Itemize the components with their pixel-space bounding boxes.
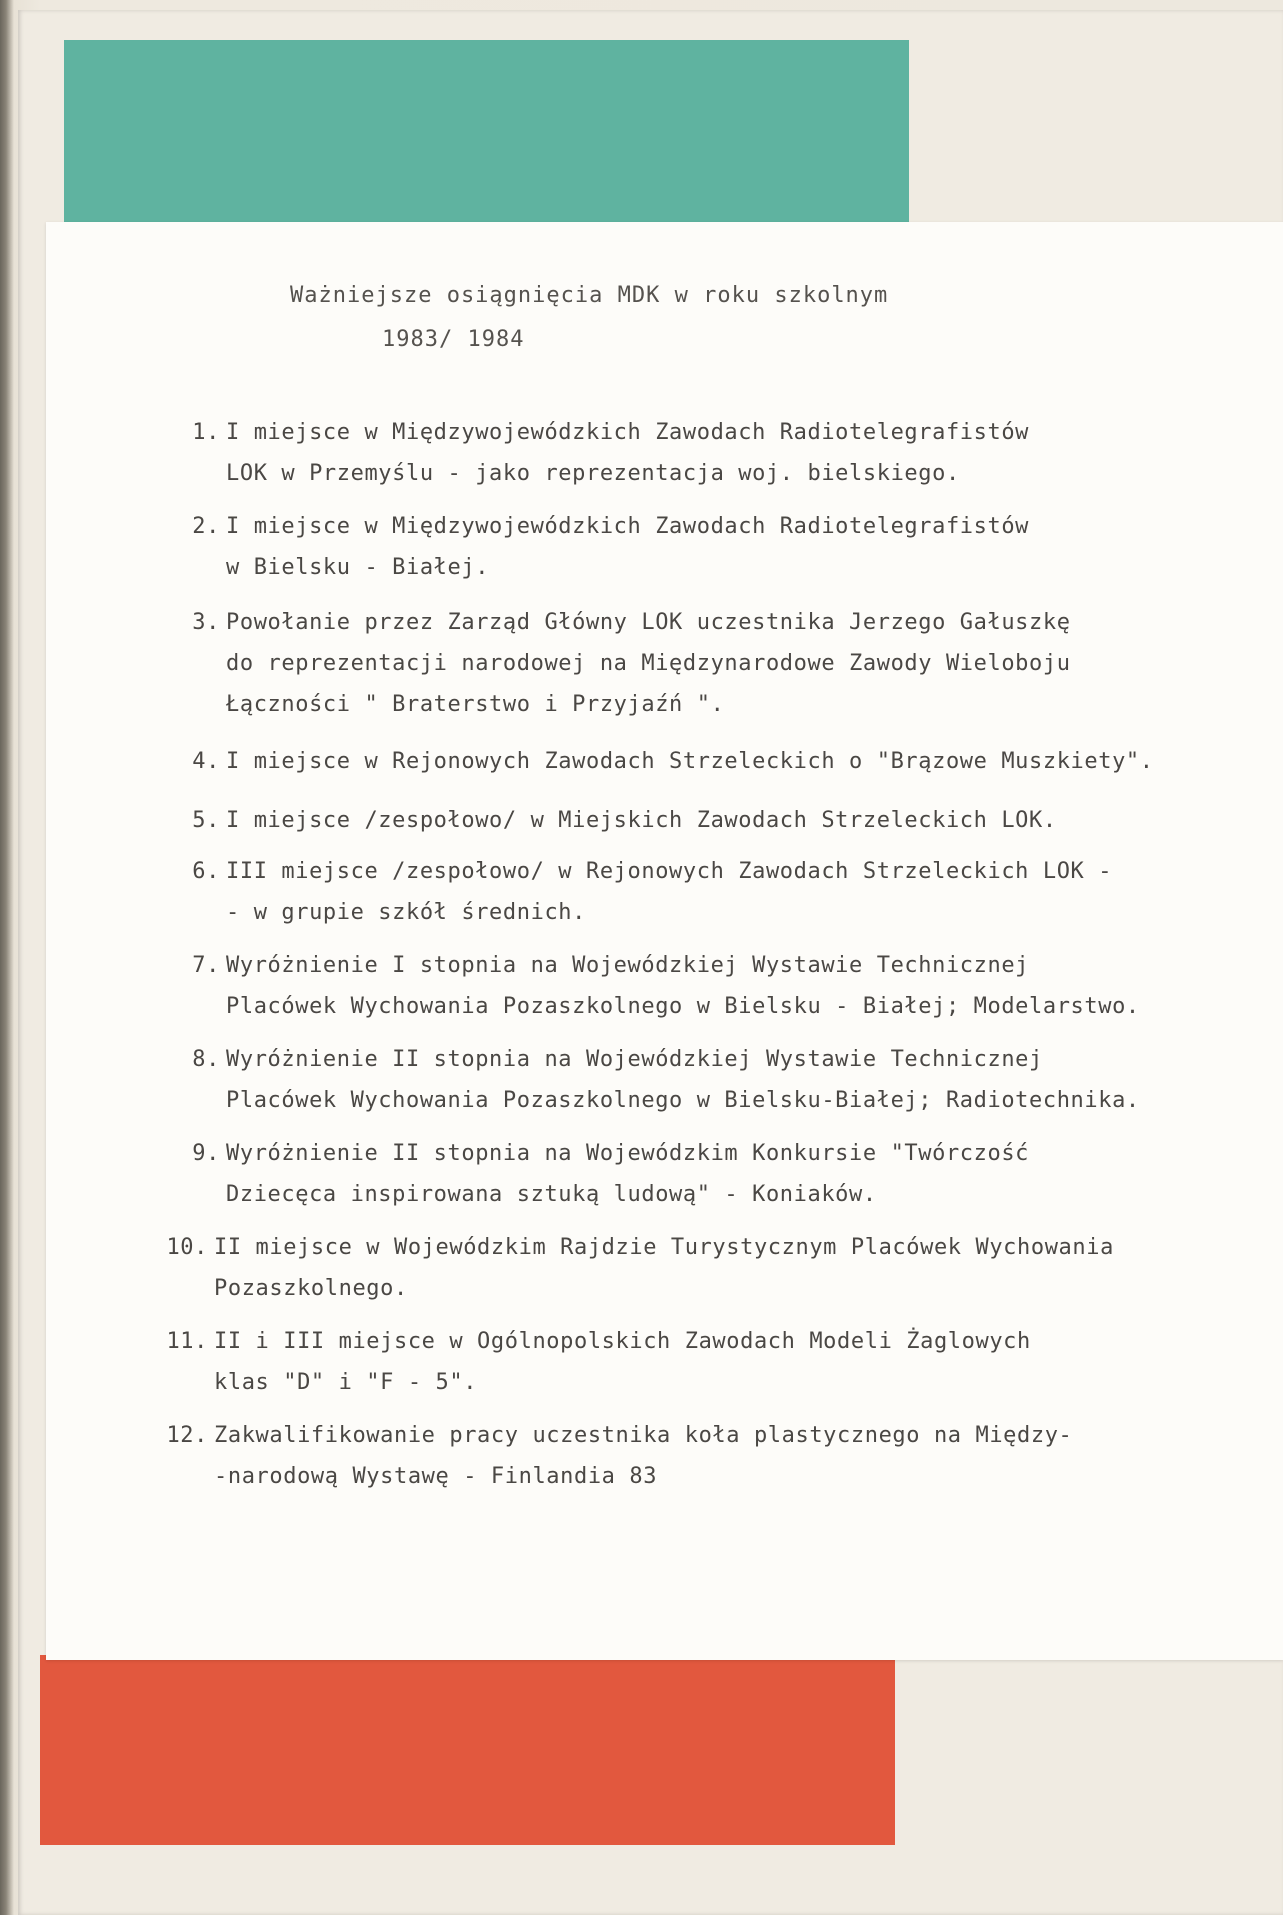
item-number: 8.: [192, 1047, 220, 1072]
item-number: 6.: [192, 859, 220, 884]
list-item: [176, 800, 1276, 841]
item-text-line: Placówek Wychowania Pozaszkolnego w Bielsku - Białej; Modelarstwo.: [226, 994, 1140, 1019]
list-item: [176, 602, 1276, 725]
list-item: [164, 1227, 1264, 1309]
item-text-line: Wyróżnienie II stopnia na Wojewódzkiej Wystawie Technicznej: [226, 1047, 1043, 1072]
list-item: [164, 1415, 1264, 1497]
item-text-line: -narodową Wystawę - Finlandia 83: [214, 1464, 658, 1489]
item-text-line: do reprezentacji narodowej na Międzynarodowe Zawody Wieloboju: [226, 651, 1071, 676]
item-text-line: II miejsce w Wojewódzkim Rajdzie Turystycznym Placówek Wychowania: [214, 1235, 1114, 1260]
item-number: 7.: [192, 953, 220, 978]
item-text-line: w Bielsku - Białej.: [226, 555, 490, 580]
item-text-line: I miejsce w Międzywojewódzkich Zawodach Radiotelegrafistów: [226, 420, 1030, 445]
item-text-line: klas "D" i "F - 5".: [214, 1370, 478, 1395]
item-text-line: Dziecęca inspirowana sztuką ludową" - Koniaków.: [226, 1182, 877, 1207]
item-text-line: Placówek Wychowania Pozaszkolnego w Bielsku-Białej; Radiotechnika.: [226, 1088, 1140, 1113]
heading-line-2: 1983/ 1984: [382, 327, 525, 352]
typed-sheet: [46, 222, 1283, 1660]
list-item: [176, 1133, 1276, 1215]
list-item: [164, 1321, 1264, 1403]
list-item: [176, 851, 1276, 933]
item-number: 5.: [192, 808, 220, 833]
item-text-line: Zakwalifikowanie pracy uczestnika koła plastycznego na Między-: [214, 1423, 1073, 1448]
item-text-line: - w grupie szkół średnich.: [226, 900, 586, 925]
item-text-line: Wyróżnienie II stopnia na Wojewódzkim Konkursie "Twórczość: [226, 1141, 1030, 1166]
list-item: [176, 741, 1276, 782]
red-paper-strip: [40, 1655, 895, 1845]
list-item: [176, 412, 1276, 494]
item-number: 1.: [192, 420, 220, 445]
document-heading: [290, 274, 1190, 362]
item-number: 9.: [192, 1141, 220, 1166]
green-paper-strip: [64, 40, 909, 240]
item-text-line: Pozaszkolnego.: [214, 1276, 408, 1301]
item-text-line: Powołanie przez Zarząd Główny LOK uczestnika Jerzego Gałuszkę: [226, 610, 1071, 635]
item-number: 2.: [192, 514, 220, 539]
item-text-line: I miejsce w Rejonowych Zawodach Strzeleckich o "Brązowe Muszkiety".: [226, 749, 1154, 774]
list-item: [176, 1039, 1276, 1121]
item-number: 3.: [192, 610, 220, 635]
item-text-line: I miejsce w Międzywojewódzkich Zawodach Radiotelegrafistów: [226, 514, 1030, 539]
achievements-list: [166, 412, 1276, 1497]
item-text-line: I miejsce /zespołowo/ w Miejskich Zawodach Strzeleckich LOK.: [226, 808, 1057, 833]
list-item: [176, 506, 1276, 588]
item-number: 4.: [192, 749, 220, 774]
item-text-line: Wyróżnienie I stopnia na Wojewódzkiej Wystawie Technicznej: [226, 953, 1030, 978]
item-text-line: III miejsce /zespołowo/ w Rejonowych Zawodach Strzeleckich LOK -: [226, 859, 1113, 884]
list-item: [176, 945, 1276, 1027]
item-number: 10.: [166, 1235, 208, 1260]
heading-line-1: Ważniejsze osiągnięcia MDK w roku szkolnym: [290, 283, 889, 308]
item-text-line: Łączności " Braterstwo i Przyjaźń ".: [226, 692, 725, 717]
item-number: 12.: [166, 1423, 208, 1448]
item-text-line: LOK w Przemyślu - jako reprezentacja woj. bielskiego.: [226, 461, 960, 486]
item-number: 11.: [166, 1329, 208, 1354]
item-text-line: II i III miejsce w Ogólnopolskich Zawodach Modeli Żaglowych: [214, 1329, 1031, 1354]
